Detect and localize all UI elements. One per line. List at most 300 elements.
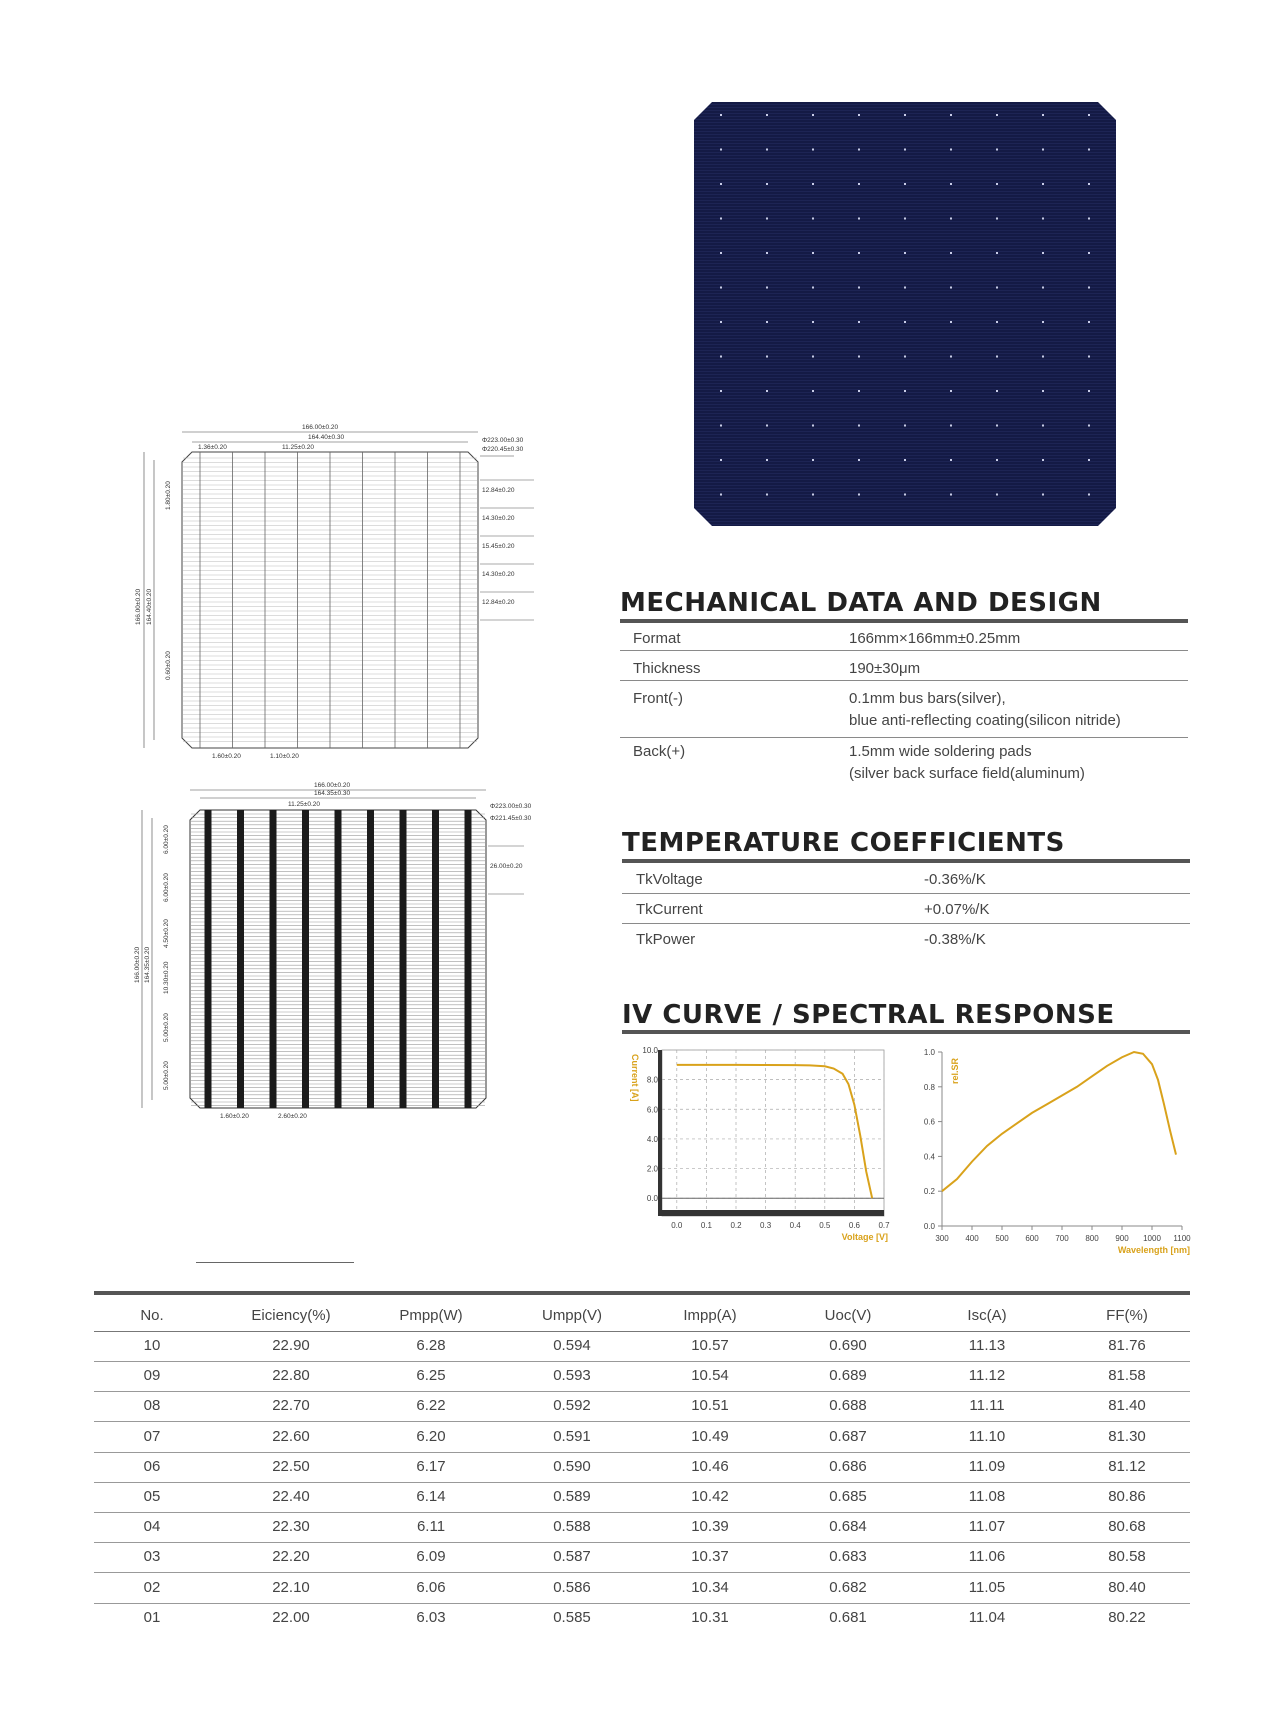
busbar-dot bbox=[1088, 149, 1090, 151]
busbar-dot bbox=[720, 459, 722, 461]
dimension-label: 1.36±0.20 bbox=[198, 444, 227, 451]
mech-value-line2: blue anti-reflecting coating(silicon nitride) bbox=[849, 712, 1121, 729]
x-tick-label: 0.1 bbox=[700, 1221, 712, 1230]
dimension-label: 2.60±0.20 bbox=[278, 1113, 307, 1118]
table-cell: 81.58 bbox=[1108, 1367, 1146, 1385]
front-side-drawing bbox=[130, 420, 550, 760]
table-row-number: 03 bbox=[143, 1548, 161, 1566]
plot-area bbox=[662, 1050, 884, 1216]
iv-curve-chart bbox=[622, 1040, 902, 1255]
table-cell: 11.08 bbox=[968, 1488, 1006, 1505]
y-tick-label: 6.0 bbox=[646, 1105, 658, 1115]
x-tick-label: 800 bbox=[1085, 1234, 1099, 1243]
busbar-dot bbox=[720, 321, 722, 323]
busbar-dot bbox=[996, 252, 998, 254]
busbar-dot bbox=[904, 287, 906, 289]
table-header-cell: Umpp(V) bbox=[541, 1307, 602, 1324]
table-cell: 0.684 bbox=[829, 1518, 867, 1536]
busbar-dot bbox=[904, 494, 906, 496]
table-cell: 6.25 bbox=[416, 1367, 446, 1385]
busbar-dot bbox=[858, 287, 860, 289]
x-axis-bar bbox=[662, 1210, 884, 1216]
table-cell: 0.685 bbox=[829, 1488, 867, 1505]
busbar-dot bbox=[766, 218, 768, 220]
y-tick-label: 10.0 bbox=[642, 1046, 658, 1055]
busbar-dot bbox=[904, 114, 906, 116]
temp-value: -0.36%/K bbox=[924, 871, 986, 888]
y-tick-label: 1.0 bbox=[923, 1048, 935, 1057]
table-cell: 11.05 bbox=[968, 1578, 1006, 1596]
soldering-pad-strip bbox=[367, 810, 374, 1108]
table-row-divider bbox=[94, 1482, 1190, 1483]
table-cell: 11.07 bbox=[968, 1518, 1006, 1536]
temperature-title: TEMPERATURE COEFFICIENTS bbox=[622, 828, 1065, 858]
table-cell: 0.594 bbox=[553, 1337, 591, 1354]
mech-value: 1.5mm wide soldering pads bbox=[849, 743, 1032, 760]
temp-value: -0.38%/K bbox=[924, 931, 986, 948]
mechanical-rule bbox=[620, 619, 1188, 623]
back-side-drawing bbox=[130, 778, 560, 1118]
busbar-dot bbox=[950, 287, 952, 289]
table-cell: 11.11 bbox=[969, 1397, 1005, 1415]
table-cell: 10.51 bbox=[691, 1397, 729, 1415]
curves-title: IV CURVE / SPECTRAL RESPONSE bbox=[622, 1000, 1115, 1030]
y-tick-label: 0.0 bbox=[923, 1222, 935, 1231]
busbar-dot bbox=[950, 114, 952, 116]
busbar-dot bbox=[720, 114, 722, 116]
soldering-pad-strip bbox=[237, 810, 244, 1108]
divider-line bbox=[196, 1262, 354, 1263]
dimension-label: 164.35±0.20 bbox=[144, 946, 151, 983]
table-row-number: 10 bbox=[143, 1337, 161, 1354]
soldering-pad-strip bbox=[432, 810, 439, 1108]
busbar-dot bbox=[904, 390, 906, 392]
solar-cell-image bbox=[694, 102, 1116, 526]
table-cell: 0.686 bbox=[829, 1457, 867, 1475]
table-row-divider bbox=[94, 1331, 1190, 1332]
x-tick-label: 0.6 bbox=[848, 1221, 860, 1230]
table-cell: 81.12 bbox=[1108, 1457, 1146, 1475]
busbar-dot bbox=[766, 390, 768, 392]
busbar-dot bbox=[996, 183, 998, 185]
busbar-dot bbox=[858, 321, 860, 323]
table-cell: 0.589 bbox=[553, 1488, 591, 1505]
table-cell: 0.586 bbox=[553, 1578, 591, 1596]
dimension-label: 164.40±0.20 bbox=[146, 588, 153, 625]
temp-row-divider bbox=[622, 923, 1190, 924]
soldering-pad-strip bbox=[335, 810, 342, 1108]
table-cell: 80.68 bbox=[1108, 1518, 1146, 1536]
table-cell: 10.37 bbox=[691, 1548, 729, 1566]
table-cell: 0.683 bbox=[829, 1548, 867, 1566]
table-row-divider bbox=[94, 1512, 1190, 1513]
table-cell: 10.34 bbox=[691, 1578, 729, 1596]
table-header-cell: Pmpp(W) bbox=[399, 1307, 463, 1324]
busbar-dot bbox=[812, 218, 814, 220]
busbar-dot bbox=[720, 390, 722, 392]
mech-label: Back(+) bbox=[633, 743, 686, 760]
dimension-label: 164.35±0.30 bbox=[314, 790, 351, 797]
table-row-number: 04 bbox=[143, 1518, 161, 1536]
x-tick-label: 700 bbox=[1055, 1234, 1069, 1243]
dimension-label: Φ220.45±0.30 bbox=[482, 446, 524, 453]
busbar-dot bbox=[1088, 425, 1090, 427]
table-top-rule bbox=[94, 1291, 1190, 1295]
busbar-dot bbox=[1042, 425, 1044, 427]
busbar-dot bbox=[996, 459, 998, 461]
table-cell: 11.09 bbox=[968, 1457, 1006, 1475]
busbar-dot bbox=[996, 390, 998, 392]
table-cell: 10.54 bbox=[691, 1367, 729, 1385]
table-cell: 10.31 bbox=[691, 1608, 729, 1626]
mech-value: 0.1mm bus bars(silver), bbox=[849, 690, 1006, 707]
dimension-label: 5.00±0.20 bbox=[163, 1061, 170, 1090]
busbar-dot bbox=[950, 459, 952, 461]
mech-value: 166mm×166mm±0.25mm bbox=[849, 630, 1021, 647]
busbar-dot bbox=[1088, 218, 1090, 220]
busbar-dot bbox=[1042, 459, 1044, 461]
table-cell: 0.591 bbox=[553, 1427, 591, 1445]
dimension-label: 166.00±0.20 bbox=[314, 782, 351, 789]
table-cell: 6.03 bbox=[416, 1608, 446, 1626]
busbar-dot bbox=[766, 494, 768, 496]
busbar-dot bbox=[996, 425, 998, 427]
table-row-divider bbox=[94, 1391, 1190, 1392]
soldering-pad-strip bbox=[205, 810, 212, 1108]
dimension-label: 166.00±0.20 bbox=[302, 424, 339, 431]
table-cell: 0.587 bbox=[553, 1548, 591, 1566]
temperature-rule bbox=[622, 859, 1190, 863]
dimension-label: 166.00±0.20 bbox=[135, 588, 142, 625]
dimension-label: 164.40±0.30 bbox=[308, 434, 345, 441]
table-row-number: 02 bbox=[143, 1578, 161, 1596]
x-axis-label: Voltage [V] bbox=[841, 1232, 888, 1242]
busbar-dot bbox=[720, 149, 722, 151]
busbar-dot bbox=[1042, 149, 1044, 151]
busbar-dot bbox=[1042, 321, 1044, 323]
busbar-dot bbox=[950, 252, 952, 254]
mech-row-divider bbox=[620, 650, 1188, 651]
y-tick-label: 2.0 bbox=[646, 1164, 658, 1174]
table-cell: 0.682 bbox=[829, 1578, 867, 1596]
busbar-dot bbox=[812, 149, 814, 151]
busbar-dot bbox=[1088, 252, 1090, 254]
busbar-dot bbox=[950, 425, 952, 427]
table-cell: 6.09 bbox=[416, 1548, 446, 1566]
busbar-dot bbox=[996, 356, 998, 358]
table-cell: 10.49 bbox=[691, 1427, 729, 1445]
spectral-response-line bbox=[942, 1052, 1176, 1191]
busbar-dot bbox=[858, 425, 860, 427]
busbar-dot bbox=[720, 183, 722, 185]
table-header-cell: Uoc(V) bbox=[824, 1307, 872, 1324]
x-tick-label: 0.5 bbox=[819, 1221, 831, 1230]
dimension-label: 166.00±0.20 bbox=[134, 946, 141, 983]
table-cell: 6.20 bbox=[416, 1427, 446, 1445]
busbar-dot bbox=[1088, 183, 1090, 185]
table-row-number: 09 bbox=[143, 1367, 161, 1385]
table-cell: 0.690 bbox=[829, 1337, 867, 1354]
temp-row-divider bbox=[622, 893, 1190, 894]
x-tick-label: 0.3 bbox=[760, 1221, 772, 1230]
table-cell: 6.17 bbox=[416, 1457, 446, 1475]
y-tick-label: 0.4 bbox=[923, 1152, 935, 1162]
table-header-cell: Isc(A) bbox=[967, 1307, 1007, 1324]
busbar-dot bbox=[1042, 252, 1044, 254]
spectral-response-chart bbox=[908, 1040, 1192, 1264]
busbar-dot bbox=[766, 287, 768, 289]
dimension-label: 14.30±0.20 bbox=[482, 571, 515, 578]
table-cell: 80.22 bbox=[1108, 1608, 1146, 1626]
x-tick-label: 300 bbox=[935, 1234, 949, 1243]
busbar-dot bbox=[766, 149, 768, 151]
busbar-dot bbox=[1088, 114, 1090, 116]
table-row-divider bbox=[94, 1421, 1190, 1422]
busbar-dot bbox=[1042, 183, 1044, 185]
table-header-cell: Impp(A) bbox=[683, 1307, 737, 1324]
x-tick-label: 0.4 bbox=[789, 1221, 801, 1230]
table-row-divider bbox=[94, 1452, 1190, 1453]
busbar-dot bbox=[812, 356, 814, 358]
busbar-dot bbox=[904, 459, 906, 461]
table-cell: 80.58 bbox=[1108, 1548, 1146, 1566]
busbar-dot bbox=[904, 252, 906, 254]
table-header-cell: No. bbox=[140, 1307, 164, 1324]
mech-row-divider bbox=[620, 680, 1188, 681]
y-axis-bar bbox=[658, 1050, 662, 1216]
table-cell: 0.590 bbox=[553, 1457, 591, 1475]
x-tick-label: 0.0 bbox=[671, 1221, 683, 1230]
table-cell: 81.30 bbox=[1108, 1427, 1146, 1445]
y-tick-label: 0.6 bbox=[923, 1117, 935, 1127]
table-cell: 11.04 bbox=[968, 1608, 1006, 1626]
table-cell: 6.14 bbox=[416, 1488, 446, 1505]
table-cell: 0.585 bbox=[553, 1608, 591, 1626]
table-cell: 22.60 bbox=[272, 1427, 310, 1445]
dimension-label: Φ223.00±0.30 bbox=[490, 803, 532, 810]
dimension-label: 12.84±0.20 bbox=[482, 487, 515, 494]
busbar-dot bbox=[904, 218, 906, 220]
busbar-dot bbox=[950, 356, 952, 358]
dimension-label: 0.60±0.20 bbox=[165, 651, 172, 680]
y-tick-label: 0.8 bbox=[923, 1082, 935, 1092]
busbar-dot bbox=[812, 252, 814, 254]
busbar-dot bbox=[996, 114, 998, 116]
x-tick-label: 0.2 bbox=[730, 1221, 742, 1230]
x-tick-label: 0.7 bbox=[878, 1221, 890, 1230]
table-cell: 81.40 bbox=[1108, 1397, 1146, 1415]
busbar-dot bbox=[858, 356, 860, 358]
table-cell: 0.681 bbox=[829, 1608, 867, 1626]
x-axis-label: Wavelength [nm] bbox=[1117, 1245, 1190, 1255]
y-tick-label: 4.0 bbox=[646, 1134, 658, 1144]
busbar-dot bbox=[950, 494, 952, 496]
busbar-dot bbox=[858, 252, 860, 254]
table-header-cell: Eiciency(%) bbox=[251, 1307, 331, 1324]
table-cell: 0.592 bbox=[553, 1397, 591, 1415]
busbar-dot bbox=[950, 149, 952, 151]
dimension-label: 1.80±0.20 bbox=[165, 481, 172, 510]
mech-label: Format bbox=[633, 630, 681, 647]
dimension-label: 11.25±0.20 bbox=[282, 444, 315, 451]
busbar-dot bbox=[766, 114, 768, 116]
busbar-dot bbox=[812, 494, 814, 496]
soldering-pad-strip bbox=[465, 810, 472, 1108]
busbar-dot bbox=[950, 390, 952, 392]
mech-label: Front(-) bbox=[633, 690, 683, 707]
dimension-label: 12.84±0.20 bbox=[482, 599, 515, 606]
busbar-dot bbox=[720, 356, 722, 358]
dimension-label: 6.00±0.20 bbox=[163, 873, 170, 902]
dimension-label: 1.60±0.20 bbox=[220, 1113, 249, 1118]
busbar-dot bbox=[858, 183, 860, 185]
busbar-dot bbox=[904, 149, 906, 151]
table-cell: 80.86 bbox=[1108, 1488, 1146, 1505]
x-tick-label: 400 bbox=[965, 1234, 979, 1243]
table-cell: 0.593 bbox=[553, 1367, 591, 1385]
x-tick-label: 900 bbox=[1115, 1234, 1129, 1243]
y-tick-label: 0.2 bbox=[923, 1187, 935, 1197]
soldering-pad-strip bbox=[400, 810, 407, 1108]
busbar-dot bbox=[904, 183, 906, 185]
table-cell: 22.50 bbox=[272, 1457, 310, 1475]
y-tick-label: 0.0 bbox=[646, 1194, 658, 1204]
table-cell: 11.10 bbox=[968, 1427, 1006, 1445]
y-axis-label: rel.SR bbox=[950, 1057, 960, 1084]
x-tick-label: 500 bbox=[995, 1234, 1009, 1243]
busbar-dot bbox=[1042, 390, 1044, 392]
table-cell: 22.90 bbox=[272, 1337, 310, 1354]
table-row-divider bbox=[94, 1361, 1190, 1362]
curves-rule bbox=[622, 1030, 1190, 1034]
busbar-dot bbox=[812, 321, 814, 323]
busbar-dot bbox=[766, 459, 768, 461]
busbar-dot bbox=[812, 114, 814, 116]
busbar-dot bbox=[1088, 287, 1090, 289]
dimension-label: 15.45±0.20 bbox=[482, 543, 515, 550]
busbar-dot bbox=[812, 459, 814, 461]
busbar-dot bbox=[1088, 321, 1090, 323]
busbar-dot bbox=[720, 494, 722, 496]
busbar-dot bbox=[858, 390, 860, 392]
table-cell: 0.687 bbox=[829, 1427, 867, 1445]
busbar-dot bbox=[812, 183, 814, 185]
table-cell: 10.57 bbox=[691, 1337, 729, 1354]
table-row-divider bbox=[94, 1572, 1190, 1573]
temp-label: TkCurrent bbox=[636, 901, 703, 918]
busbar-dot bbox=[1088, 494, 1090, 496]
table-row-divider bbox=[94, 1603, 1190, 1604]
busbar-dot bbox=[1042, 494, 1044, 496]
busbar-dot bbox=[950, 183, 952, 185]
x-tick-label: 600 bbox=[1025, 1234, 1039, 1243]
busbar-dot bbox=[904, 425, 906, 427]
busbar-dot bbox=[950, 218, 952, 220]
y-axis-label: Current [A] bbox=[630, 1054, 640, 1102]
table-cell: 0.588 bbox=[553, 1518, 591, 1536]
dimension-label: 14.30±0.20 bbox=[482, 515, 515, 522]
busbar-dot bbox=[766, 183, 768, 185]
table-cell: 0.689 bbox=[829, 1367, 867, 1385]
busbar-dot bbox=[812, 390, 814, 392]
dimension-label: 5.00±0.20 bbox=[163, 1013, 170, 1042]
temp-label: TkPower bbox=[636, 931, 696, 948]
dimension-label: 1.60±0.20 bbox=[212, 753, 241, 760]
dimension-label: Φ223.00±0.30 bbox=[482, 437, 524, 444]
dimension-label: Φ221.45±0.30 bbox=[490, 815, 532, 822]
busbar-dot bbox=[766, 252, 768, 254]
table-cell: 6.28 bbox=[416, 1337, 446, 1354]
table-cell: 22.20 bbox=[272, 1548, 310, 1566]
busbar-dot bbox=[1042, 356, 1044, 358]
busbar-dot bbox=[812, 425, 814, 427]
dimension-label: 11.25±0.20 bbox=[288, 801, 321, 808]
table-cell: 22.00 bbox=[272, 1608, 310, 1626]
busbar-dot bbox=[904, 321, 906, 323]
table-cell: 22.10 bbox=[272, 1578, 310, 1596]
table-cell: 81.76 bbox=[1108, 1337, 1146, 1354]
busbar-dot bbox=[858, 149, 860, 151]
table-cell: 10.42 bbox=[691, 1488, 729, 1505]
dimension-label: 26.00±0.20 bbox=[490, 863, 523, 870]
table-cell: 22.30 bbox=[272, 1518, 310, 1536]
table-cell: 22.70 bbox=[272, 1397, 310, 1415]
y-tick-label: 8.0 bbox=[646, 1075, 658, 1085]
busbar-dot bbox=[720, 252, 722, 254]
table-row-number: 06 bbox=[143, 1457, 161, 1475]
busbar-dot bbox=[720, 218, 722, 220]
busbar-dot bbox=[858, 114, 860, 116]
busbar-dot bbox=[766, 425, 768, 427]
table-cell: 10.39 bbox=[691, 1518, 729, 1536]
busbar-dot bbox=[996, 218, 998, 220]
busbar-dot bbox=[858, 494, 860, 496]
busbar-dot bbox=[996, 287, 998, 289]
mech-row-divider bbox=[620, 737, 1188, 738]
busbar-dot bbox=[1088, 356, 1090, 358]
busbar-dot bbox=[1088, 459, 1090, 461]
soldering-pad-strip bbox=[270, 810, 277, 1108]
busbar-dot bbox=[766, 356, 768, 358]
table-row-number: 08 bbox=[143, 1397, 161, 1415]
busbar-dot bbox=[858, 218, 860, 220]
table-cell: 80.40 bbox=[1108, 1578, 1146, 1596]
dimension-label: 1.10±0.20 bbox=[270, 753, 299, 760]
table-cell: 11.06 bbox=[968, 1548, 1006, 1566]
busbar-dot bbox=[720, 425, 722, 427]
temp-label: TkVoltage bbox=[636, 871, 703, 888]
table-cell: 11.12 bbox=[968, 1367, 1006, 1385]
busbar-dot bbox=[950, 321, 952, 323]
table-header-cell: FF(%) bbox=[1106, 1307, 1148, 1324]
busbar-dot bbox=[904, 356, 906, 358]
mechanical-title: MECHANICAL DATA AND DESIGN bbox=[620, 588, 1102, 618]
busbar-dot bbox=[858, 459, 860, 461]
table-cell: 11.13 bbox=[968, 1337, 1006, 1354]
busbar-dot bbox=[996, 494, 998, 496]
busbar-dot bbox=[996, 321, 998, 323]
x-tick-label: 1100 bbox=[1173, 1234, 1191, 1243]
temp-value: +0.07%/K bbox=[924, 901, 990, 918]
busbar-dot bbox=[996, 149, 998, 151]
table-row-number: 07 bbox=[143, 1427, 161, 1445]
table-cell: 22.40 bbox=[272, 1488, 310, 1505]
busbar-dot bbox=[720, 287, 722, 289]
busbar-dot bbox=[1042, 218, 1044, 220]
dimension-label: 10.30±0.20 bbox=[163, 961, 170, 994]
table-cell: 6.06 bbox=[416, 1578, 446, 1596]
mech-value: 190±30μm bbox=[849, 660, 921, 677]
